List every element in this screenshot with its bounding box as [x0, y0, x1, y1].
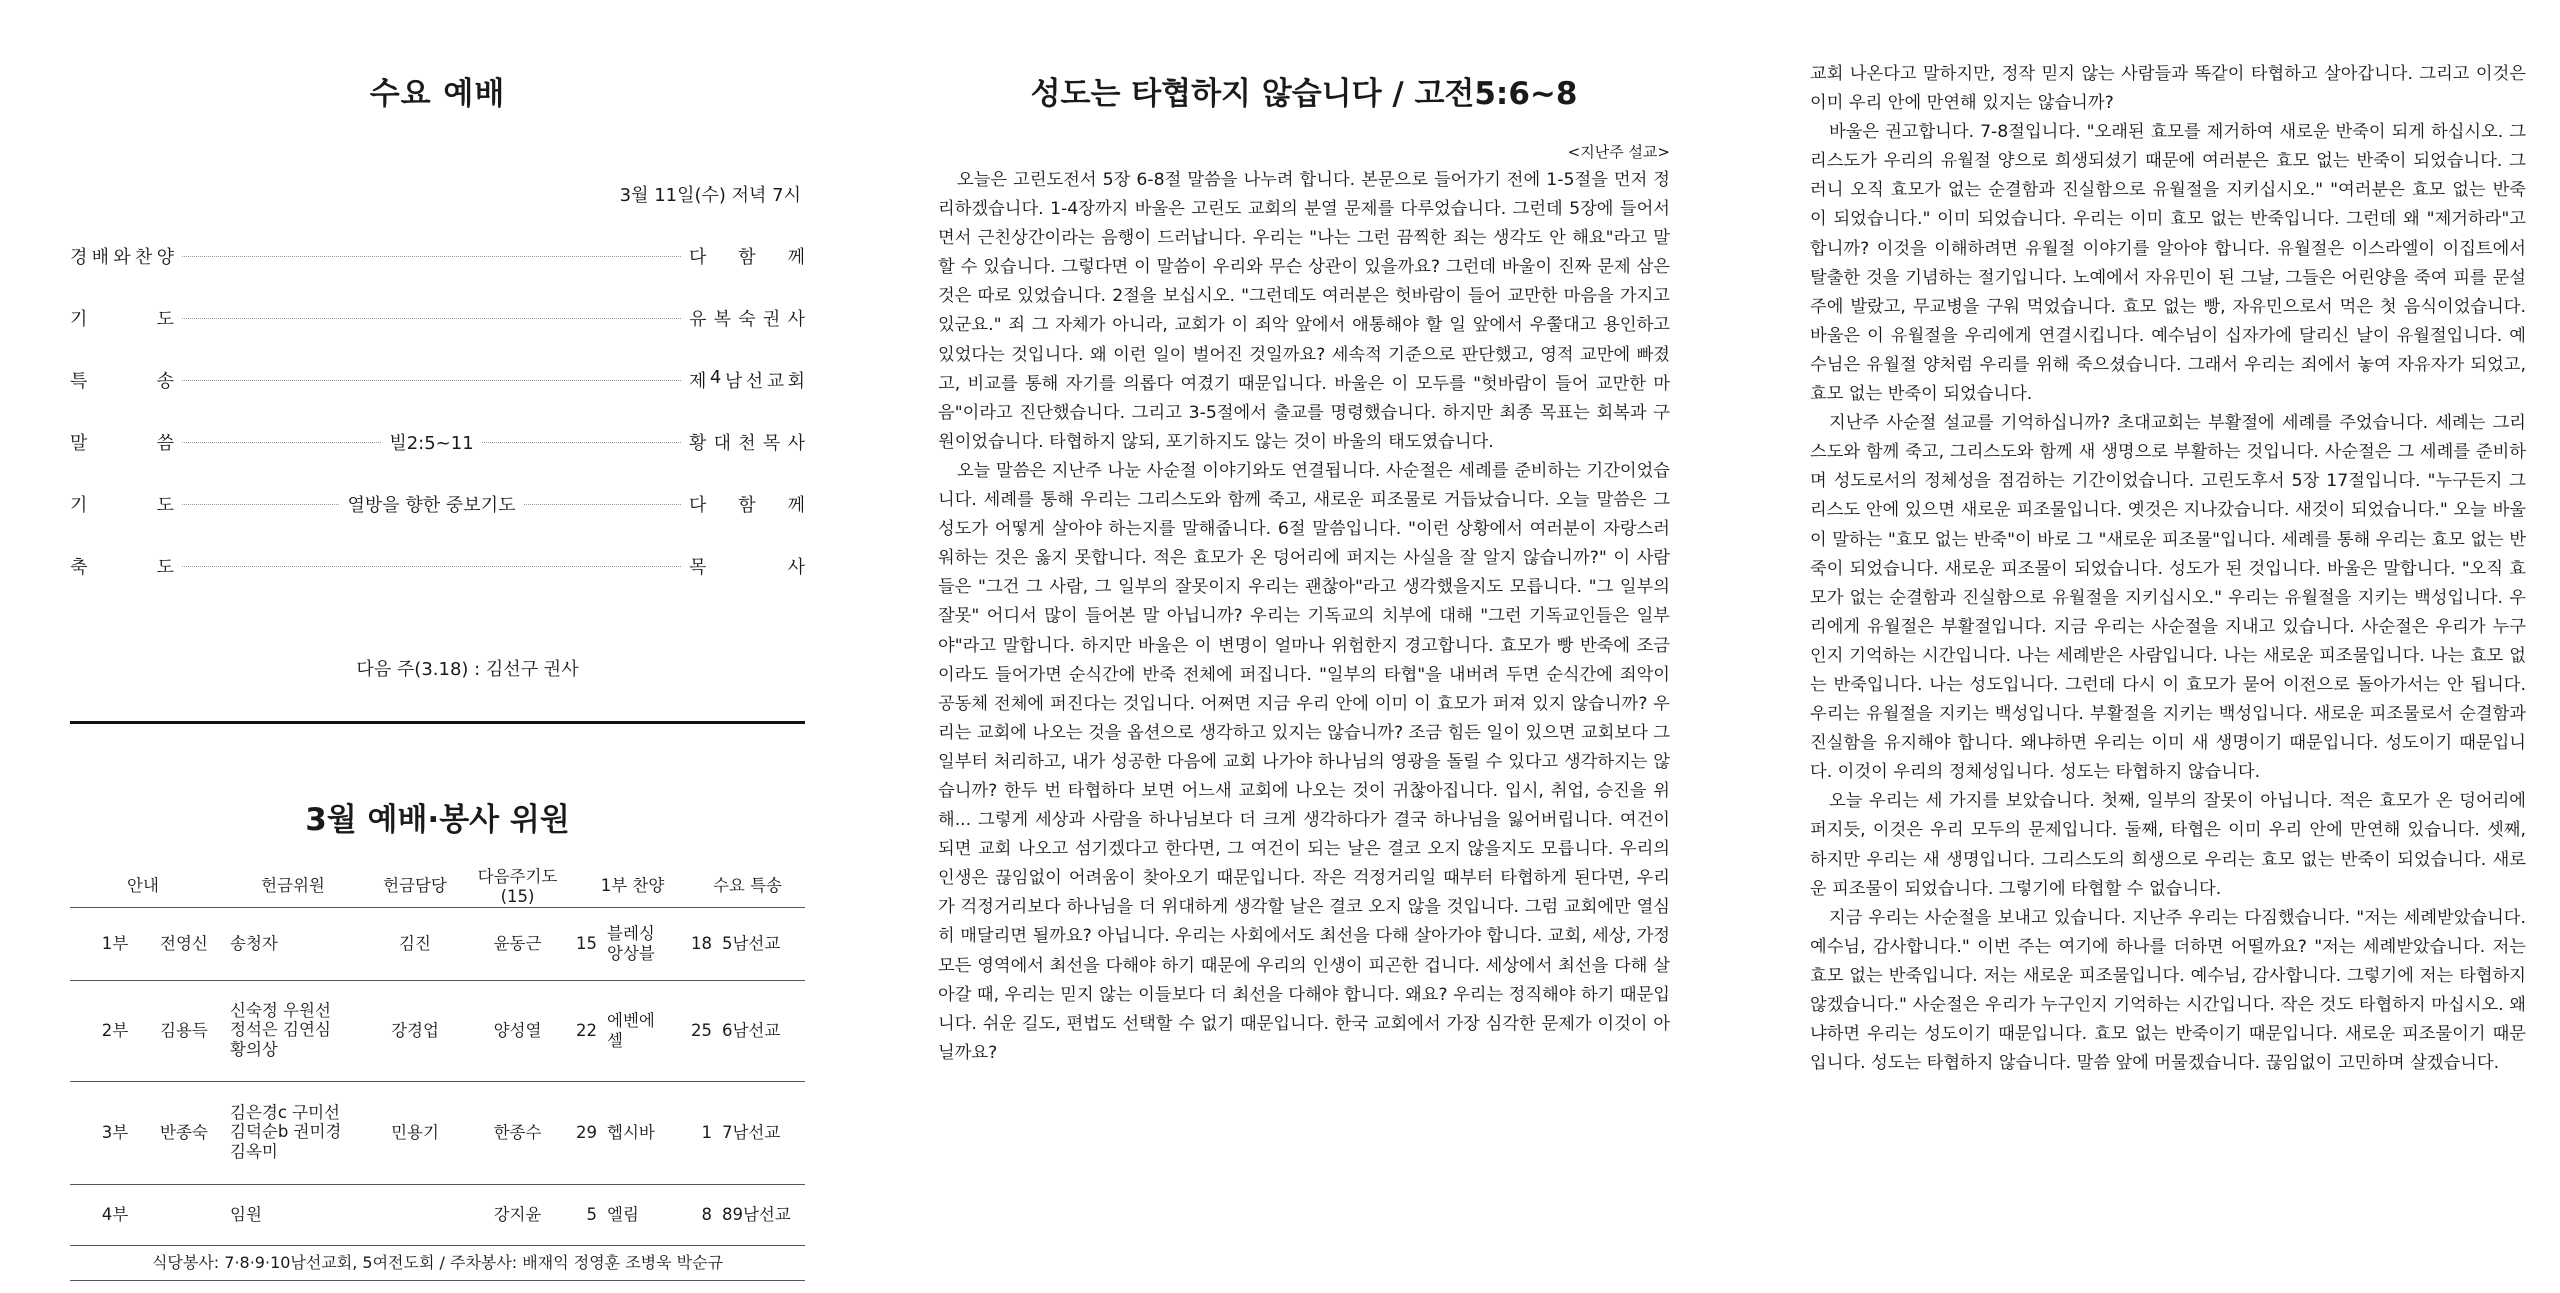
cell-special	[690, 1082, 805, 1185]
order-label: 특 송	[70, 371, 174, 392]
header-prayer: 다음주기도(15)	[460, 861, 575, 908]
cell-choir	[575, 1082, 690, 1185]
cell-choir	[575, 1185, 690, 1246]
order-label: 축 도	[70, 557, 174, 578]
sermon-continued-column	[1810, 60, 2526, 1078]
special-name: 7남선교	[722, 1123, 781, 1143]
order-label: 기 도	[70, 309, 174, 330]
special-name: 6남선교	[722, 1021, 781, 1041]
order-label: 경 배 와 찬 양	[70, 247, 174, 268]
service-order	[70, 225, 805, 597]
sermon-note: <지난주 설교>	[1567, 143, 1670, 161]
sermon-paragraph: 바울은 권고합니다. 7-8절입니다. "오래된 효모를 제거하여 새로운 반죽이 되게 하십시오. 그리스도가 우리의 유월절 양으로 희생되셨기 때문에 여러분은 효모 없는 반죽이 되었습니다. 그러니 오직 효모가 없는 순결함과 진실함으로 유월절을 지키십시오." "여러분은 효모 없는 반죽이 되었습니다." 이미 되었습니다. 우리는 이미 효모 없는 반죽입니다. 그런데 왜 "제거하라"고 합니까? 이것을 이해하려면 유월절 이야기를 알아야 합니다. 유월절은 이스라엘이 이집트에서 탈출한 것을 기념하는 절기입니다. 노예에서 자유민이 된 그날, 그들은 어린양을 죽여 피를 문설주에 발랐고, 무교병을 구워 먹었습니다. 효모 없는 빵, 자유민으로서 먹은 첫 음식이었습니다. 바울은 이 유월절을 우리에게 연결시킵니다. 예수님이 십자가에 달리신 날이 유월절입니다. 예수님은 유월절 양처럼 우리를 위해 죽으셨습니다. 그래서 우리는 죄에서 놓여 자유자가 되었고, 효모 없는 반죽이 되었습니다.	[1810, 122, 2526, 405]
choir-number: 29	[576, 1123, 597, 1143]
service-order-row	[70, 225, 805, 287]
table-row	[70, 981, 805, 1082]
cell-part: 4부	[70, 1185, 160, 1246]
service-order-row	[70, 287, 805, 349]
cell-charge	[370, 1185, 460, 1246]
service-order-row	[70, 473, 805, 535]
header-charge: 헌금담당	[370, 861, 460, 908]
header-special: 수요 특송	[690, 861, 805, 908]
sermon-title: 성도는 타협하지 않습니다 / 고전5:6~8	[1030, 76, 1578, 112]
service-order-row	[70, 535, 805, 597]
cell-guide: 전영신	[160, 908, 216, 981]
cell-charge: 강경업	[370, 981, 460, 1082]
special-number: 25	[691, 1021, 712, 1041]
next-week-leader: 다음 주(3.18) : 김선구 권사	[356, 659, 579, 680]
order-detail: 빌2:5~11	[381, 429, 481, 455]
header-offering: 헌금위원	[216, 861, 370, 908]
sermon-paragraph: 지금 우리는 사순절을 보내고 있습니다. 지난주 우리는 다짐했습니다. "저는 세례받았습니다. 예수님, 감사합니다." 이번 주는 여기에 하나를 더하면 어떨까요? "저는 세례받았습니다. 저는 효모 없는 반죽입니다. 저는 새로운 피조물입니다. 예수님, 감사합니다. 그렇기에 저는 타협하지 않겠습니다." 사순절은 우리가 누구인지 기억하는 시간입니다. 작은 것도 타협하지 마십시오. 왜냐하면 우리는 성도이기 때문입니다. 효모 없는 반죽이기 때문입니다. 새로운 피조물이기 때문입니다. 성도는 타협하지 않습니다. 말씀 앞에 머물겠습니다. 끊임없이 고민하며 살겠습니다.	[1810, 907, 2526, 1074]
section-divider	[70, 721, 805, 724]
cell-prayer: 양성열	[460, 981, 575, 1082]
duty-table	[70, 861, 805, 1281]
cell-special	[690, 981, 805, 1082]
cell-charge: 민용기	[370, 1082, 460, 1185]
cell-special	[690, 1185, 805, 1246]
cell-offering	[216, 981, 370, 1082]
order-person: 다 함 께	[689, 247, 805, 268]
order-leader	[182, 491, 681, 517]
cell-guide: 김용득	[160, 981, 216, 1082]
offering-names: 임원	[230, 1205, 262, 1225]
order-leader	[182, 429, 681, 455]
cell-prayer: 강지윤	[460, 1185, 575, 1246]
offering-names: 송청자	[230, 934, 278, 954]
committee-title: 3월 예배·봉사 위원	[305, 802, 570, 838]
sermon-paragraph: 오늘 말씀은 지난주 나눈 사순절 이야기와도 연결됩니다. 사순절은 세례를 준비하는 기간이었습니다. 세례를 통해 우리는 그리스도와 함께 죽고, 새로운 피조물로 거듭났습니다. 오늘 말씀은 그 성도가 어떻게 살아야 하는지를 말해줍니다. 6절 말씀입니다. "이런 상황에서 여러분이 자랑스러워하는 것은 옳지 못합니다. 적은 효모가 온 덩어리에 퍼지는 사실을 잘 알지 않습니까?" 이 사람들은 "그건 그 사람, 그 일부의 잘못이지 우리는 괜찮아"라고 생각했을지도 모릅니다. "그 일부의 잘못" 어디서 많이 들어본 말 아닙니까? 우리는 기독교의 치부에 대해 "그런 기독교인들은 일부야"라고 말합니다. 하지만 바울은 이 변명이 얼마나 위험한지 경고합니다. 효모가 빵 반죽에 조금이라도 들어가면 순식간에 반죽 전체에 퍼집니다. "일부의 타협"을 내버려 두면 순식간에 죄악이 공동체 전체에 퍼진다는 것입니다. 어쩌면 지금 우리 안에 이미 이 효모가 퍼져 있지 않습니까? 우리는 교회에 나오는 것을 옵션으로 생각하고 있지는 않습니까? 조금 힘든 일이 있으면 교회보다 그 일부터 처리하고, 내가 성공한 다음에 교회 나가야 하나님의 영광을 돌릴 수 있다고 생각하지는 않습니까? 한두 번 타협하다 보면 어느새 교회에 나오는 것이 귀찮아집니다. 입시, 취업, 승진을 위해... 그렇게 세상과 사람을 하나님보다 더 크게 생각하다가 결국 하나님을 잃어버립니다. 여건이 되면 교회 나오고 섬기겠다고 한다면, 그 여건이 되는 날은 결코 오지 않을지도 모릅니다. 우리의 인생은 끊임없이 어려움이 찾아오기 때문입니다. 작은 걱정거리일 때부터 타협하게 된다면, 우리가 걱정거리보다 하나님을 더 위대하게 생각할 날은 결코 오지 않을 것입니다. 그럼 교회에만 열심히 매달리면 될까요? 아닙니다. 우리는 사회에서도 최선을 다해 살아가야 합니다. 교회, 세상, 가정 모든 영역에서 최선을 다해야 하기 때문에 우리의 인생이 피곤한 겁니다. 세상에서 최선을 다해 살아갈 때, 우리는 믿지 않는 이들보다 더 최선을 다해야 합니다. 왜요? 우리는 정직해야 하기 때문입니다. 쉬운 길도, 편법도 선택할 수 없기 때문입니다. 한국 교회에서 가장 심각한 문제가 이것이 아닐까요?	[938, 460, 1670, 1063]
choir-name: 블레싱 앙상블	[607, 924, 655, 963]
cell-offering	[216, 1082, 370, 1185]
table-row	[70, 908, 805, 981]
choir-name: 헵시바	[607, 1123, 655, 1143]
choir-name: 엘림	[607, 1205, 639, 1225]
choir-number: 15	[576, 934, 597, 954]
volunteer-footer: 식당봉사: 7·8·9·10남선교회, 5여전도회 / 주차봉사: 배재익 정영훈 조병욱 박순규	[70, 1246, 805, 1281]
header-guide: 안내	[70, 861, 216, 908]
cell-offering	[216, 908, 370, 981]
order-person: 제 4 남 선 교 회	[689, 367, 805, 392]
choir-number: 22	[576, 1021, 597, 1041]
cell-guide	[160, 1185, 216, 1246]
special-name: 5남선교	[722, 934, 781, 954]
order-person: 유 복 숙 권 사	[689, 309, 805, 330]
choir-number: 5	[586, 1205, 597, 1225]
choir-name: 에벤에셀	[607, 1011, 655, 1050]
service-order-row	[70, 411, 805, 473]
left-column	[70, 68, 805, 1281]
sermon-paragraph: 지난주 사순절 설교를 기억하십니까? 초대교회는 부활절에 세례를 주었습니다. 세례는 그리스도와 함께 죽고, 그리스도와 함께 새 생명으로 부활하는 것입니다. 사순절은 그 세례를 준비하며 성도로서의 정체성을 점검하는 기간이었습니다. 고린도후서 5장 17절입니다. "누구든지 그리스도 안에 있으면 새로운 피조물입니다. 옛것은 지나갔습니다. 새것이 되었습니다." 오늘 바울이 말하는 "효모 없는 반죽"이 바로 그 "새로운 피조물"입니다. 세례를 통해 우리는 효모 없는 반죽이 되었습니다. 새로운 피조물이 되었습니다. 성도가 된 것입니다. 바울은 말합니다. "오직 효모가 없는 순결함과 진실함으로 유월절을 지키십시오." 우리는 유월절을 지키는 백성입니다. 우리에게 유월절은 부활절입니다. 지금 우리는 사순절을 지내고 있습니다. 사순절은 우리가 누구인지 기억하는 시간입니다. 나는 세례받은 사람입니다. 나는 새로운 피조물입니다. 나는 효모 없는 반죽입니다. 나는 성도입니다. 그런데 다시 이 효모가 묻어 이전으로 돌아가서는 안 됩니다. 우리는 유월절을 지키는 백성입니다. 부활절을 지키는 백성입니다. 새로운 피조물로서 순결함과 진실함을 유지해야 합니다. 왜냐하면 우리는 이미 새 생명이기 때문입니다. 성도이기 때문입니다. 이것이 우리의 정체성입니다. 성도는 타협하지 않습니다.	[1810, 413, 2526, 783]
cell-choir	[575, 908, 690, 981]
cell-special	[690, 908, 805, 981]
order-label: 말 씀	[70, 433, 174, 454]
sermon-column	[938, 68, 1670, 1068]
table-row	[70, 1185, 805, 1246]
wednesday-service-title: 수요 예배	[369, 76, 506, 112]
header-choir: 1부 찬양	[575, 861, 690, 908]
offering-names: 신숙정 우원선 정석은 김연심 황의상	[230, 1000, 331, 1060]
special-name: 89남선교	[722, 1205, 791, 1225]
order-person: 황 대 천 목 사	[689, 433, 805, 454]
cell-guide: 반종숙	[160, 1082, 216, 1185]
order-label: 기 도	[70, 495, 174, 516]
order-person: 목 사	[689, 557, 805, 578]
special-number: 8	[701, 1205, 712, 1225]
order-person: 다 함 께	[689, 495, 805, 516]
table-row	[70, 1082, 805, 1185]
special-number: 18	[691, 934, 712, 954]
cell-offering	[216, 1185, 370, 1246]
offering-names: 김은경c 구미선 김덕순b 권미경 김옥미	[230, 1102, 342, 1162]
service-date: 3월 11일(수) 저녁 7시	[619, 185, 801, 206]
cell-charge: 김진	[370, 908, 460, 981]
cell-prayer: 윤동근	[460, 908, 575, 981]
sermon-paragraph: 오늘 우리는 세 가지를 보았습니다. 첫째, 일부의 잘못이 아닙니다. 적은 효모가 온 덩어리에 퍼지듯, 이것은 우리 모두의 문제입니다. 둘째, 타협은 이미 우리 안에 만연해 있습니다. 셋째, 하지만 우리는 새 생명입니다. 그리스도의 희생으로 우리는 효모 없는 반죽이 되었습니다. 새로운 피조물이 되었습니다. 그렇기에 타협할 수 없습니다.	[1810, 791, 2526, 899]
duty-table-header	[70, 861, 805, 908]
cell-choir	[575, 981, 690, 1082]
order-detail: 열방을 향한 중보기도	[340, 491, 524, 517]
sermon-paragraph: 오늘은 고린도전서 5장 6-8절 말씀을 나누려 합니다. 본문으로 들어가기 전에 1-5절을 먼저 정리하겠습니다. 1-4장까지 바울은 고린도 교회의 분열 문제를 다루었습니다. 그런데 5장에 들어서면서 근친상간이라는 음행이 드러납니다. 우리는 "나는 그런 끔찍한 죄는 생각도 안 해요"라고 말할 수 있습니다. 그렇다면 이 말씀이 우리와 무슨 상관이 있을까요? 그런데 바울이 진짜 문제 삼은 것은 따로 있었습니다. 2절을 보십시오. "그런데도 여러분은 헛바람이 들어 교만한 마음을 가지고 있군요." 죄 그 자체가 아니라, 교회가 이 죄악 앞에서 애통해야 할 일 앞에서 우쭐대고 용인하고 있었다는 것입니다. 왜 이런 일이 벌어진 것일까요? 세속적 기준으로 판단했고, 영적 교만에 빠졌고, 비교를 통해 자기를 의롭다 여겼기 때문입니다. 바울은 이 모두를 "헛바람이 들어 교만한 마음"이라고 진단했습니다. 그리고 3-5절에서 출교를 명령했습니다. 하지만 최종 목표는 회복과 구원이었습니다. 타협하지 않되, 포기하지도 않는 것이 바울의 태도였습니다.	[938, 170, 1670, 452]
cell-part: 1부	[70, 908, 160, 981]
cell-prayer: 한종수	[460, 1082, 575, 1185]
sermon-paragraph: 교회 나온다고 말하지만, 정작 믿지 않는 사람들과 똑같이 타협하고 살아갑니다. 그리고 이것은 이미 우리 안에 만연해 있지는 않습니까?	[1810, 64, 2526, 114]
service-order-row	[70, 349, 805, 411]
cell-part: 2부	[70, 981, 160, 1082]
cell-part: 3부	[70, 1082, 160, 1185]
special-number: 1	[701, 1123, 712, 1143]
